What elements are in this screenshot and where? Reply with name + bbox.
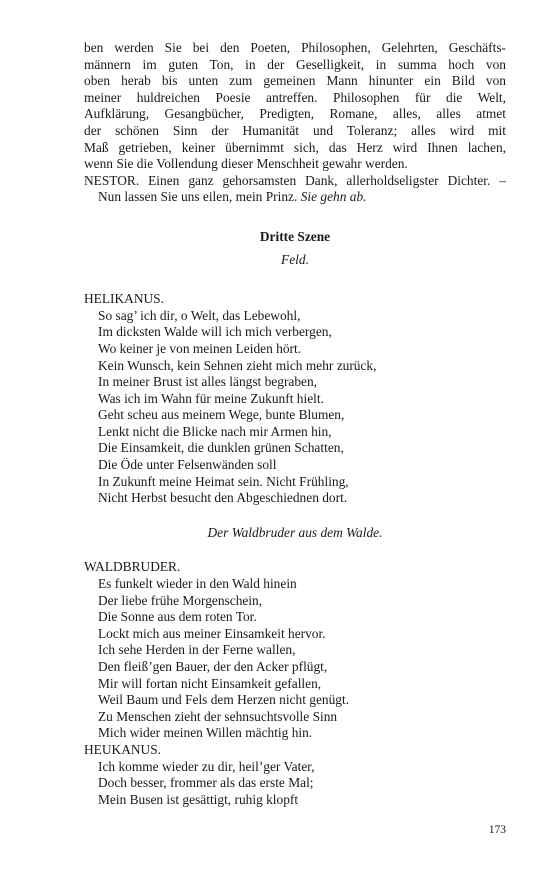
verse-line: In Zukunft meine Heimat sein. Nicht Frühling, — [98, 473, 349, 489]
verse-line: Die Sonne aus dem roten Tor. — [98, 609, 257, 625]
verse-line: Wo keiner je von meinen Leiden hört. — [98, 340, 302, 356]
verse-line: So sag’ ich dir, o Welt, das Lebewohl, — [98, 307, 301, 323]
verse-line: Lenkt nicht die Blicke nach mir Armen hin, — [98, 423, 332, 439]
prose-line: oben herab bis unten zum gemeinen Mann hinunter ein Bild von — [84, 73, 506, 89]
prose-line: Aufklärung, Gesangbücher, Predigten, Romane, alles, alles atmet — [84, 106, 506, 122]
stage-direction-exit: Sie gehn ab. — [300, 189, 367, 205]
prose-line: meiner huldreichen Poesie antreffen. Philosophen für die Welt, — [84, 89, 506, 105]
nestor-line: NESTOR. Einen ganz gehorsamsten Dank, allerholdseligster Dichter. – — [84, 172, 506, 188]
scene-title: Dritte Szene — [259, 228, 331, 244]
verse-line: Mein Busen ist gesättigt, ruhig klopft — [98, 791, 299, 807]
verse-line: Im dicksten Walde will ich mich verbergen, — [98, 324, 332, 340]
prose-line: männern im guten Ton, in der Geselligkeit, in summa hoch von — [84, 56, 506, 72]
verse-line: Die Öde unter Felsenwänden soll — [98, 457, 277, 473]
verse-line: Geht scheu aus meinem Wege, bunte Blumen, — [98, 407, 345, 423]
scene-location: Feld. — [281, 251, 309, 267]
nestor-text: Nun lassen Sie uns eilen, mein Prinz. — [98, 189, 301, 205]
verse-line: Was ich im Wahn für meine Zukunft hielt. — [98, 390, 324, 406]
verse-line: Doch besser, frommer als das erste Mal; — [98, 775, 314, 791]
waldbruder-verse — [84, 576, 506, 742]
speaker-helikanus: HELIKANUS. — [84, 291, 164, 307]
verse-line: Ich sehe Herden in der Ferne wallen, — [98, 642, 296, 658]
verse-line: Mich wider meinen Willen mächtig hin. — [98, 725, 313, 741]
page-number: 173 — [488, 824, 506, 836]
helikanus-verse — [84, 308, 506, 507]
verse-line: Nicht Herbst besucht den Abgeschiednen dort. — [98, 490, 348, 506]
verse-line: Es funkelt wieder in den Wald hinein — [98, 576, 297, 592]
verse-line: Kein Wunsch, kein Sehnen zieht mich mehr zurück, — [98, 357, 377, 373]
verse-line: Weil Baum und Fels dem Herzen nicht genügt. — [98, 692, 350, 708]
speaker-heukanus: HEUKANUS. — [84, 741, 161, 757]
verse-line: Ich komme wieder zu dir, heil’ger Vater, — [98, 758, 315, 774]
verse-line: Die Einsamkeit, die dunklen grünen Schatten, — [98, 440, 344, 456]
book-page — [84, 40, 506, 808]
speaker-waldbruder: WALDBRUDER. — [84, 559, 181, 575]
verse-line: Lockt mich aus meiner Einsamkeit hervor. — [98, 625, 326, 641]
nestor-line — [98, 189, 506, 206]
prose-line: der schönen Sinn der Humanität und Toleranz; alles wird mit — [84, 122, 506, 138]
nestor-speech — [84, 173, 506, 206]
prose-line: ben werden Sie bei den Poeten, Philosophen, Gelehrten, Geschäfts- — [84, 40, 506, 55]
stage-direction: Der Waldbruder aus dem Walde. — [207, 524, 383, 540]
prose-paragraph — [84, 40, 506, 173]
prose-line: wenn Sie die Vollendung dieser Menschheit gewahr werden. — [84, 156, 408, 172]
verse-line: In meiner Brust ist alles längst begraben, — [98, 374, 318, 390]
verse-line: Mir will fortan nicht Einsamkeit gefallen, — [98, 675, 322, 691]
verse-line: Den fleiß’gen Bauer, der den Acker pflügt, — [98, 659, 328, 674]
heukanus-verse — [84, 759, 506, 809]
prose-line: Maß getrieben, keiner übernimmt sich, das Herz wird Ihnen lachen, — [84, 139, 506, 155]
verse-line: Zu Menschen zieht der sehnsuchtsvolle Sinn — [98, 708, 338, 724]
verse-line: Der liebe frühe Morgenschein, — [98, 592, 263, 608]
